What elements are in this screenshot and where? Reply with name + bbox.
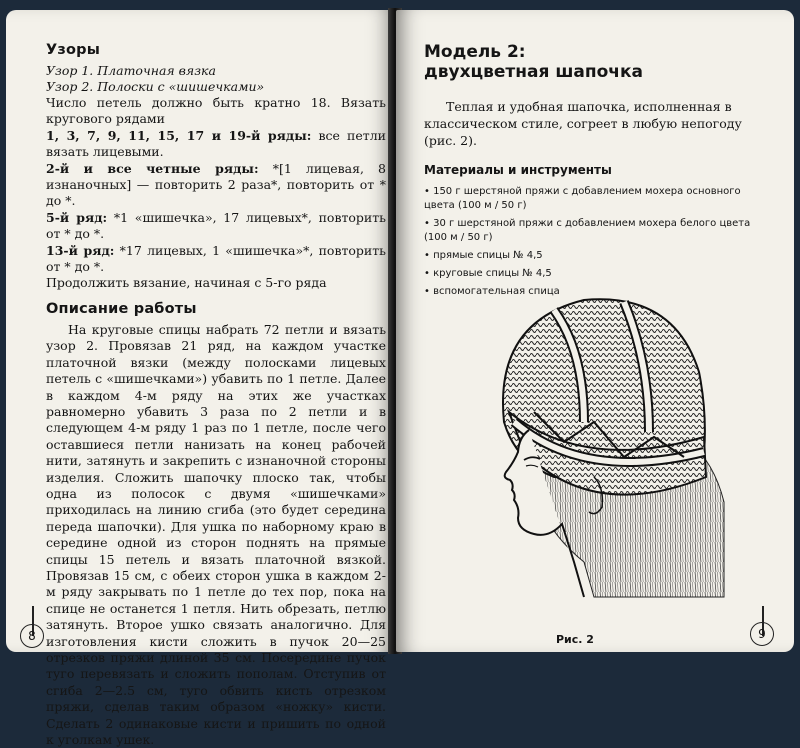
left-text-column xyxy=(46,42,386,748)
material-item: • вспомогательная спица xyxy=(424,285,774,299)
model-title-line-2: двухцветная шапочка xyxy=(424,62,643,82)
figure-caption: Рис. 2 xyxy=(556,633,594,646)
hat-illustration xyxy=(434,262,734,602)
right-page-number: 9 xyxy=(750,622,774,646)
material-item: • 150 г шерстяной пряжи с добавлением мохера основного цвета (100 м / 50 г) xyxy=(424,185,774,213)
row-5-text: *1 «шишечка», 17 лицевых*, повторить от * до *. xyxy=(46,209,386,242)
right-page xyxy=(396,10,794,652)
row-2-text: *[1 лицевая, 8 изнаночных] — повторить 2 раза*, повторить от * до *. xyxy=(46,160,387,209)
pattern-2: Узор 2. Полоски с «шишечками» xyxy=(46,79,265,94)
pattern-1: Узор 1. Платочная вязка xyxy=(46,63,216,78)
row-13-label: 13-й ряд: xyxy=(46,242,115,258)
work-heading: Описание работы xyxy=(46,300,197,317)
row-1 xyxy=(46,128,386,161)
left-page xyxy=(6,10,394,748)
row-13 xyxy=(46,243,386,276)
work-description: На круговые спицы набрать 72 петли и вязать узор 2. Провязав 21 ряд, на каждом участке платочной вязки (между полосками лицевых петель с «шишечками») убавить по 1 петле. Далее в каждом 4-м ряду на этих же участках равномерно убавить 3 раза по 2 петли и в следующем 4-м ряду 1 раз по 1 петле, после чего оставшиеся петли нанизать на конец рабочей нити, затянуть и закрепить с изнаночной стороны изделия. Сложить шапочку плоско так, чтобы одна из полосок с двумя «шишечками» приходилась на линию сгиба (это будет середина переда шапочки). Для ушка по наборному краю в середине одной из сторон поднять на прямые спицы 15 петель и вязать платочной вязкой. Провязав 15 см, с обеих сторон ушка в каждом 2-м ряду закрывать по 1 петле до тех пор, пока на спице не останется 1 петля. Нить обрезать, петлю затянуть. Второе ушко связать аналогично. Для изготовления кисти сложить в пучок 20—25 отрезков пряжи длиной 35 см. Посередине пучок туго перевязать и сложить пополам. Отступив от сгиба 2—2.5 см, туго обвить кисть отрезком пряжи, сделав таким образом «ножку» кисти. Сделать 2 одинаковые кисти и пришить по одной к уголкам ушек. xyxy=(46,321,386,748)
patterns-heading: Узоры xyxy=(46,42,101,58)
material-item: • круговые спицы № 4,5 xyxy=(424,267,774,281)
row-1-label: 1, 3, 7, 9, 11, 15, 17 и 19-й ряды: xyxy=(46,127,312,143)
model-intro: Теплая и удобная шапочка, исполненная в классическом стиле, согреет в любую непогоду (рис. 2). xyxy=(424,99,742,148)
materials-heading: Материалы и инструменты xyxy=(424,163,612,177)
left-page-number: 8 xyxy=(20,624,44,648)
row-1-text: все петли вязать лицевыми. xyxy=(46,127,386,160)
row-5 xyxy=(46,210,386,243)
material-item: • прямые спицы № 4,5 xyxy=(424,249,774,263)
row-2-label: 2-й и все четные ряды: xyxy=(46,160,259,176)
loops-text: Число петель должно быть кратно 18. Вязать кругового рядами xyxy=(46,95,386,127)
row-2 xyxy=(46,161,386,210)
row-13-text: *17 лицевых, 1 «шишечка»*, повторить от * до *. xyxy=(46,242,386,275)
model-title-line-1: Модель 2: xyxy=(424,42,526,62)
continue-text: Продолжить вязание, начиная с 5-го ряда xyxy=(46,275,327,291)
row-5-label: 5-й ряд: xyxy=(46,209,108,225)
material-item: • 30 г шерстяной пряжи с добавлением мохера белого цвета (100 м / 50 г) xyxy=(424,217,774,245)
